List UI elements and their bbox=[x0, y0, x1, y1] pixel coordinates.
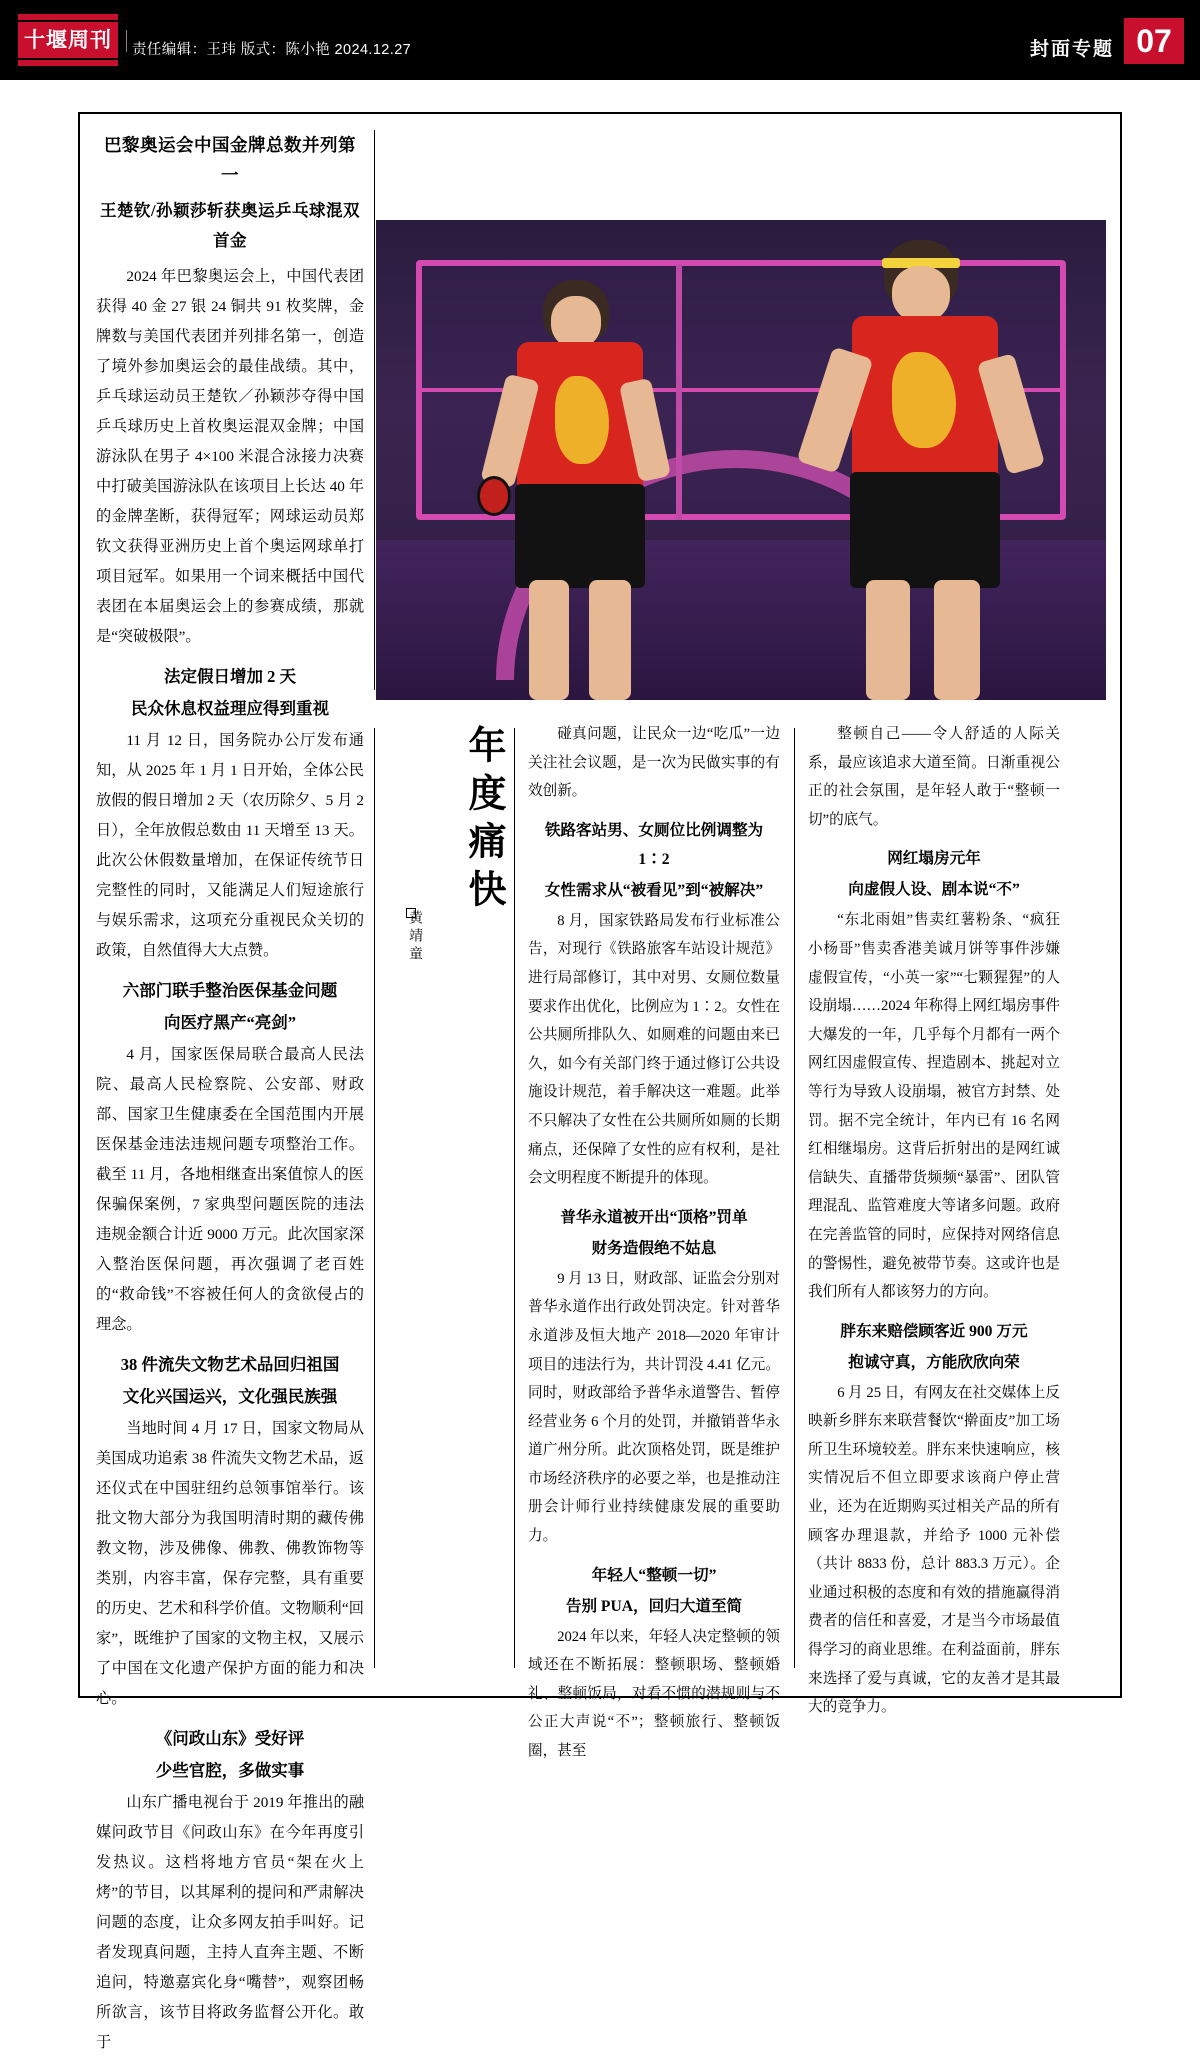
section-heading-line-2: 女性需求从“被看见”到“被解决” bbox=[544, 881, 764, 899]
paragraph: 2024 年巴黎奥运会上，中国代表团获得 40 金 27 银 24 铜共 91 枚奖牌，金牌数与美国代表团并列排名第一，创造了境外参加奥运会的最佳战绩。其中，乒乓球运动员王楚钦／孙颖莎夺得中国乒乓球历史上首枚奥运混双金牌；中国游泳队在男子 4×100 米混合泳接力决赛中打破美国游泳队在该项目上长达 40 年的金牌垄断，获得冠军；网球运动员郑钦文获得亚洲历史上首个奥运网球单打项目冠军。如果用一个词来概括中国代表团在本届奥运会上的参赛成绩，那就是“突破极限”。 bbox=[96, 268, 364, 645]
section-heading-line-2: 告别 PUA，回归大道至简 bbox=[565, 1597, 743, 1615]
section-heading-line-1: 胖东来赔偿顾客近 900 万元 bbox=[840, 1322, 1028, 1340]
right-article-column bbox=[808, 720, 1060, 1722]
paragraph: 11 月 12 日，国务院办公厅发布通知，从 2025 年 1 月 1 日开始，全体公民放假的假日增加 2 天（农历除夕、5 月 2 日），全年放假总数由 11 天增至 13 天。此次公休假数量增加，在保证传统节日完整性的同时，又能满足人们短途旅行与娱乐需求，这项充分重视民众关切的政策，自然值得大大点赞。 bbox=[96, 732, 364, 959]
section-heading-2-line-2: 向医疗黑产“亮剑” bbox=[164, 1013, 296, 1032]
section-heading-4-line-1: 《问政山东》受好评 bbox=[155, 1729, 305, 1748]
section-title: 封面专题 bbox=[1029, 39, 1114, 60]
paragraph: “东北雨姐”售卖红薯粉条、“疯狂小杨哥”售卖香港美诚月饼等事件涉嫌虚假宣传，“小英一家”“七颗猩猩”的人设崩塌……2024 年称得上网红塌房事件大爆发的一年，几乎每个月都有一两个网红因虚假宣传、捏造剧本、挑起对立等行为导致人设崩塌，被官方封禁、处罚。据不完全统计，年内已有 16 名网红相继塌房。这背后折射出的是网红诚信缺失、直播带货频频“暴雷”、团队管理混乱、监管难度大等诸多问题。政府在完善监管的同时，应保持对网络信息的警惕性，避免被带节奏。这或许也是我们所有人都该努力的方向。 bbox=[808, 912, 1060, 1301]
column-rule-1 bbox=[374, 728, 375, 1668]
section-heading-3-line-2: 文化兴国运兴，文化强民族强 bbox=[122, 1387, 338, 1406]
paragraph: 4 月，国家医保局联合最高人民法院、最高人民检察院、公安部、财政部、国家卫生健康委在全国范围内开展医保基金违法违规问题专项整治工作。截至 11 月，各地相继查出案值惊人的医保骗保案例，7 家典型问题医院的违法违规金额合计近 9000 万元。此次国家深入整治医保问题，再次强调了老百姓的“救命钱”不容被任何人的贪欲侵占的理念。 bbox=[96, 1046, 364, 1333]
headline-line-2: 王楚钦/孙颖莎斩获奥运乒乓球混双首金 bbox=[99, 201, 361, 250]
paragraph: 6 月 25 日，有网友在社交媒体上反映新乡胖东来联营餐饮“擀面皮”加工场所卫生环境较差。胖东来快速响应，核实情况后不但立即要求该商户停止营业，还为在近期购买过相关产品的所有顾客办理退款，并给予 1000 元补偿（共计 8833 份，总计 883.3 万元）。企业通过积极的态度和有效的措施赢得消费者的信任和喜爱，才是当今市场最值得学习的商业思维。在利益面前，胖东来选择了爱与真诚，它的友善才是其最大的竞争力。 bbox=[808, 1384, 1060, 1716]
masthead-credits: 责任编辑：王玮 版式：陈小艳 2024.12.27 bbox=[132, 42, 412, 58]
page-body bbox=[0, 80, 1200, 2051]
column-rule-3 bbox=[794, 728, 795, 1668]
section-heading-line-1: 网红塌房元年 bbox=[887, 850, 981, 868]
main-photo bbox=[376, 220, 1106, 700]
page-number: 07 bbox=[1124, 18, 1184, 64]
masthead-logo-bar-bottom bbox=[18, 60, 118, 66]
masthead-logo-bar-top bbox=[18, 14, 118, 20]
paragraph: 整顿自己——令人舒适的人际关系，最应该追求大道至简。日渐重视公正的社会氛围，是年轻人敢于“整顿一切”的底气。 bbox=[808, 726, 1060, 828]
headline-line-1: 巴黎奥运会中国金牌总数并列第一 bbox=[104, 135, 356, 185]
section-heading-line-2: 财务造假绝不姑息 bbox=[591, 1239, 717, 1257]
column-rule-4 bbox=[374, 130, 375, 690]
section-heading-line-1: 普华永道被开出“顶格”罚单 bbox=[560, 1208, 748, 1226]
section-heading-3-line-1: 38 件流失文物艺术品回归祖国 bbox=[120, 1355, 340, 1374]
section-heading-4-line-2: 少些官腔，多做实事 bbox=[155, 1761, 305, 1780]
photo-player-right bbox=[796, 240, 1056, 700]
section-heading-line-1: 年轻人“整顿一切” bbox=[591, 1566, 717, 1584]
section-heading-line-1: 铁路客站男、女厕位比例调整为 1∶2 bbox=[544, 821, 764, 868]
feature-vertical-title: 年度痛快 bbox=[462, 725, 504, 917]
paragraph: 碰真问题，让民众一边“吃瓜”一边关注社会议题，是一次为民做实事的有效创新。 bbox=[528, 726, 780, 800]
section-heading-2-line-1: 六部门联手整治医保基金问题 bbox=[122, 981, 338, 1000]
section-heading-line-2: 向虚假人设、剧本说“不” bbox=[848, 881, 1020, 899]
section-heading-1-line-1: 法定假日增加 2 天 bbox=[164, 667, 296, 686]
paragraph: 当地时间 4 月 17 日，国家文物局从美国成功追索 38 件流失文物艺术品，返还仪式在中国驻纽约总领事馆举行。该批文物大部分为我国明清时期的藏传佛教文物，涉及佛像、佛教、佛教饰物等类别，内容丰富，保存完整，具有重要的历史、艺术和科学价值。文物顺利“回家”，既维护了国家的文物主权，又展示了中国在文化遗产保护方面的能力和决心。 bbox=[96, 1420, 364, 1707]
middle-article-column bbox=[528, 720, 780, 1766]
paragraph: 山东广播电视台于 2019 年推出的融媒问政节目《问政山东》在今年再度引发热议。这档将地方官员“架在火上烤”的节目，以其犀利的提问和严肃解决问题的态度，让众多网友拍手叫好。记者发现真问题，主持人直奔主题、不断追问，特邀嘉宾化身“嘴替”，观察团畅所欲言，该节目将政务监督公开化。敢于 bbox=[96, 1794, 364, 2051]
section-heading-line-2: 抱诚守真，方能欣欣向荣 bbox=[848, 1353, 1020, 1371]
byline: 黄靖童 bbox=[407, 910, 422, 964]
publication-logo: 十堰周刊 bbox=[18, 22, 118, 58]
photo-player-left bbox=[471, 280, 701, 700]
masthead bbox=[0, 0, 1200, 80]
paragraph: 2024 年以来，年轻人决定整顿的领域还在不断拓展：整顿职场、整顿婚礼、整顿饭局，对看不惯的潜规则与不公正大声说“不”；整顿旅行、整顿饭圈，甚至 bbox=[528, 1628, 780, 1760]
paragraph: 8 月，国家铁路局发布行业标准公告，对现行《铁路旅客车站设计规范》进行局部修订，其中对男、女厕位数量要求作出优化，比例应为 1∶2。女性在公共厕所排队久、如厕难的问题由来已久，如今有关部门终于通过修订公共设施设计规范，着手解决这一难题。此举不只解决了女性在公共厕所如厕的长期痛点，还保障了女性的应有权利，是社会文明程度不断提升的体现。 bbox=[528, 912, 780, 1187]
left-article-column bbox=[96, 130, 364, 2051]
masthead-divider bbox=[126, 30, 127, 52]
paragraph: 9 月 13 日，财政部、证监会分别对普华永道作出行政处罚决定。针对普华永道涉及恒大地产 2018—2020 年审计项目的违法行为，共计罚没 4.41 亿元。同时，财政部给予普华永道警告、暂停经营业务 6 个月的处罚，并撤销普华永道广州分所。此次顶格处罚，既是维护市场经济秩序的必要之举，也是推动注册会计师行业持续健康发展的重要助力。 bbox=[528, 1270, 780, 1545]
column-rule-2 bbox=[514, 728, 515, 1668]
section-heading-1-line-2: 民众休息权益理应得到重视 bbox=[131, 699, 329, 718]
